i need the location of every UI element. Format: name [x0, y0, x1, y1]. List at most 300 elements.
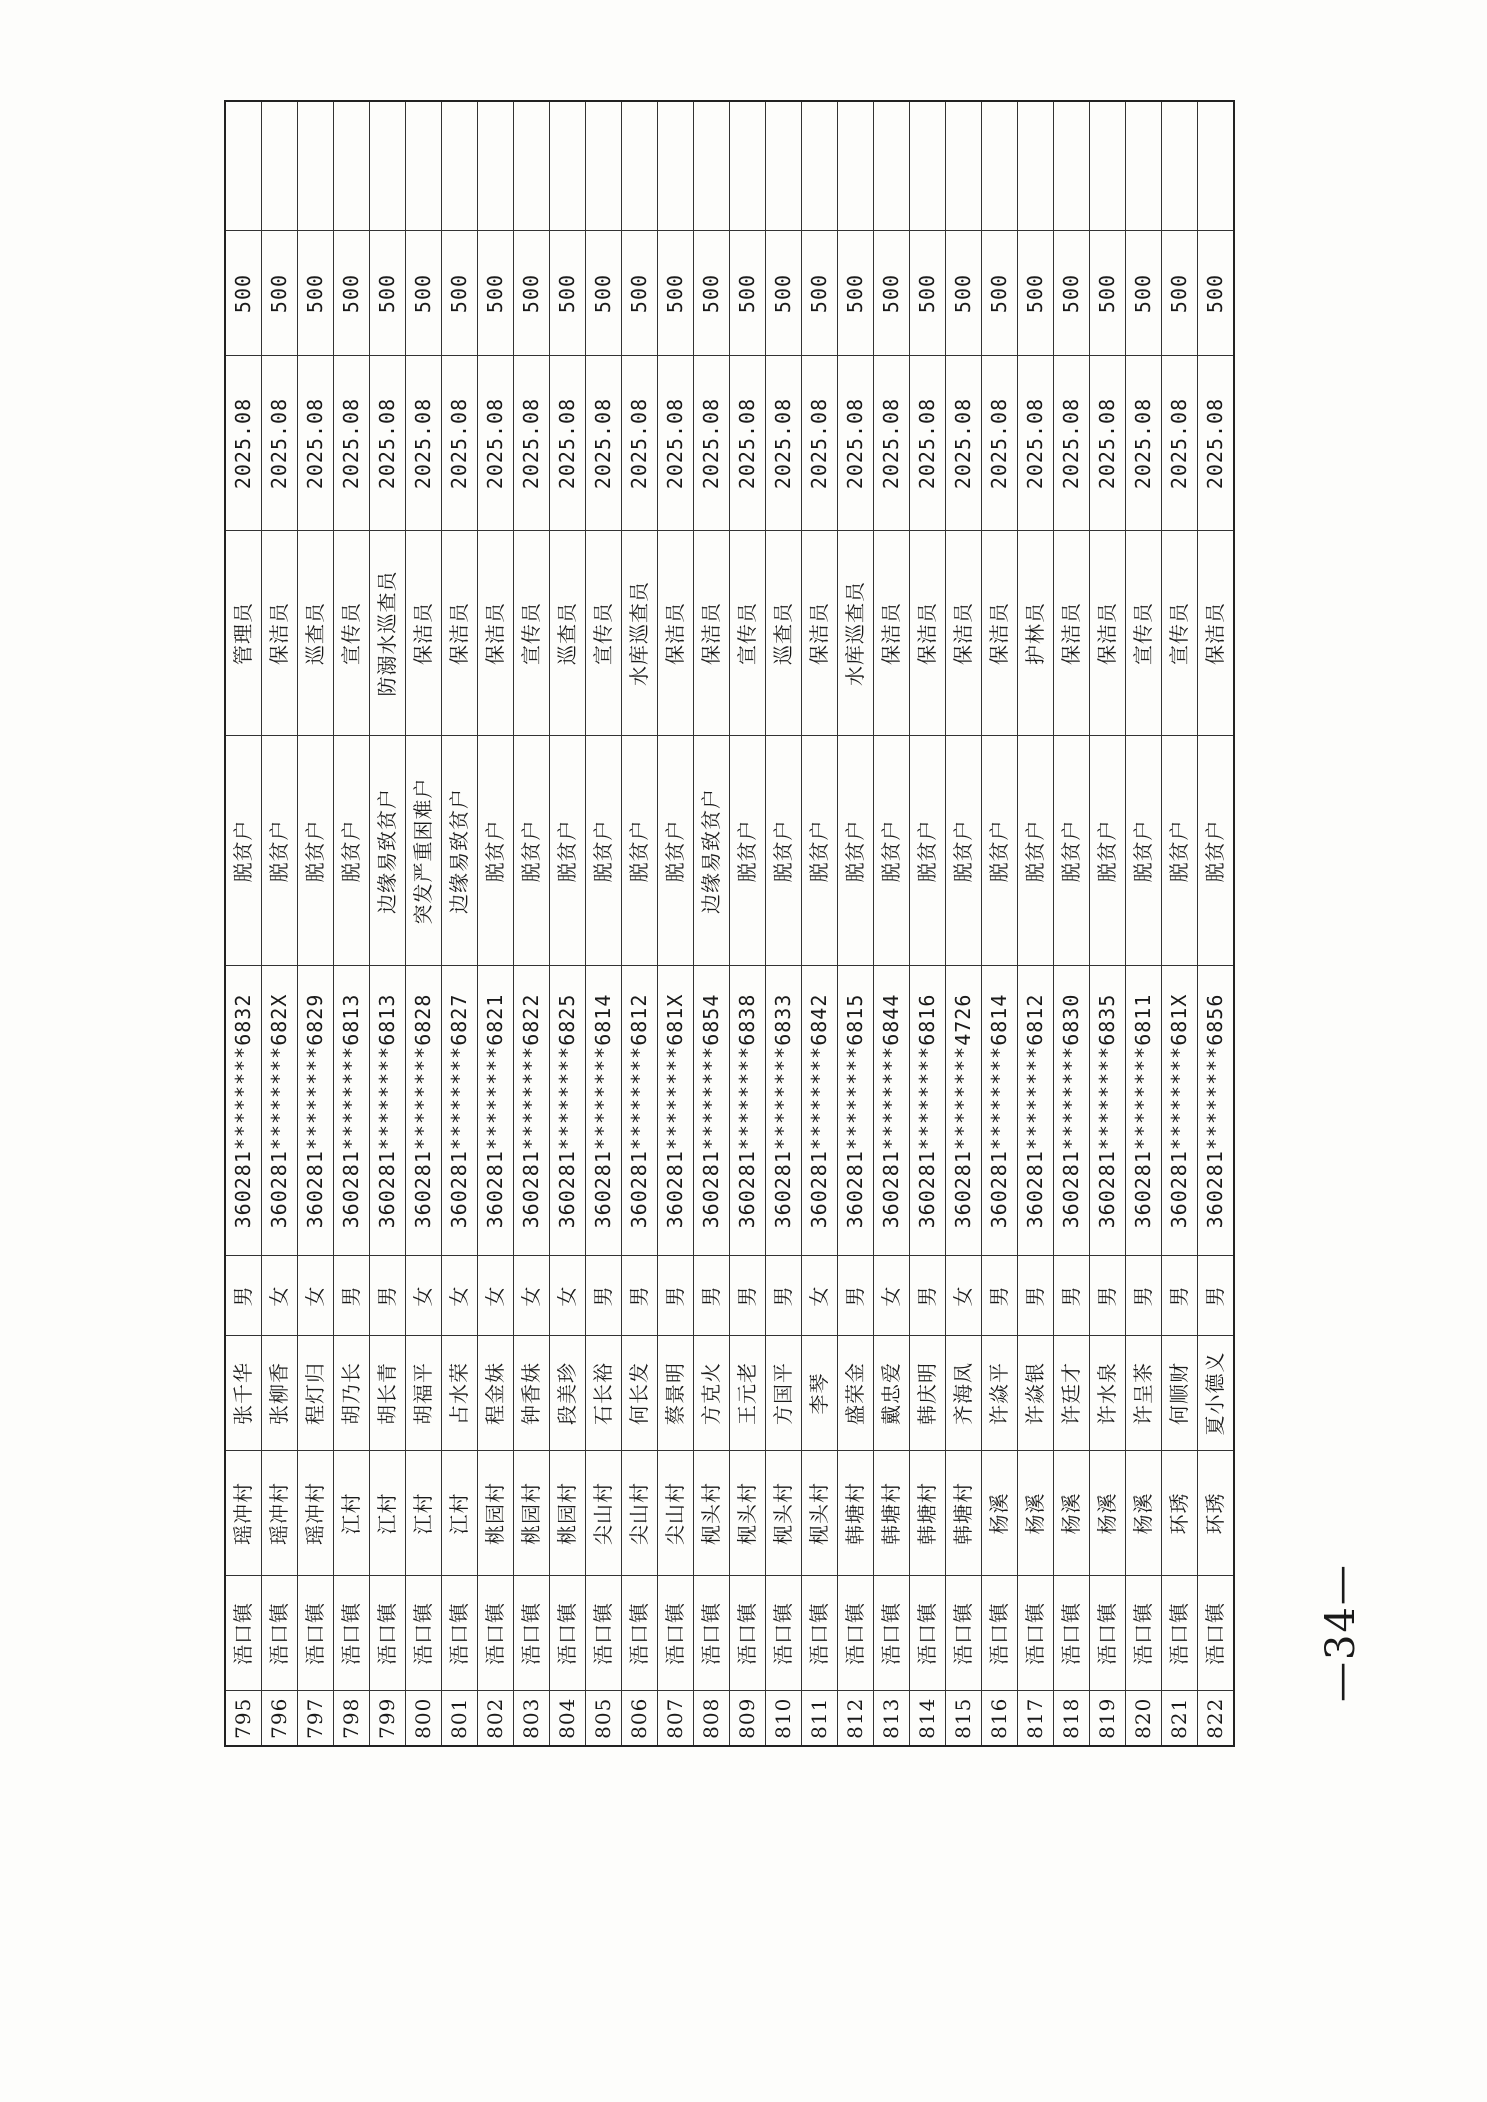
household-category-cell: 脱贫户	[1090, 736, 1126, 966]
id-number-cell: 360281********6814	[982, 966, 1018, 1256]
id-number-cell: 360281********6844	[874, 966, 910, 1256]
roster-table	[224, 100, 1235, 1747]
table-row	[874, 101, 910, 1746]
table-row	[982, 101, 1018, 1746]
pay-period-cell: 2025.08	[838, 356, 874, 531]
amount-cell: 500	[802, 231, 838, 356]
table-row	[910, 101, 946, 1746]
village-cell: 枧头村	[766, 1451, 802, 1576]
town-cell: 浯口镇	[802, 1576, 838, 1691]
village-cell: 韩塘村	[946, 1451, 982, 1576]
job-position-cell: 巡查员	[298, 531, 334, 736]
gender-cell: 女	[298, 1256, 334, 1336]
village-cell: 瑶冲村	[225, 1451, 262, 1576]
amount-cell: 500	[982, 231, 1018, 356]
gender-cell: 男	[838, 1256, 874, 1336]
village-cell: 枧头村	[694, 1451, 730, 1576]
blank-cell-cell	[334, 101, 370, 231]
amount-cell: 500	[298, 231, 334, 356]
village-cell: 杨溪	[1126, 1451, 1162, 1576]
pay-period-cell: 2025.08	[622, 356, 658, 531]
village-cell: 尖山村	[658, 1451, 694, 1576]
amount-cell: 500	[658, 231, 694, 356]
pay-period-cell: 2025.08	[298, 356, 334, 531]
gender-cell: 女	[262, 1256, 298, 1336]
row-number-cell: 802	[478, 1691, 514, 1746]
job-position-cell: 保洁员	[802, 531, 838, 736]
household-category-cell: 脱贫户	[1018, 736, 1054, 966]
row-number-cell: 814	[910, 1691, 946, 1746]
id-number-cell: 360281********6842	[802, 966, 838, 1256]
id-number-cell: 360281********6812	[622, 966, 658, 1256]
household-category-cell: 突发严重困难户	[406, 736, 442, 966]
id-number-cell: 360281********6856	[1198, 966, 1235, 1256]
table-row	[766, 101, 802, 1746]
job-position-cell: 保洁员	[910, 531, 946, 736]
blank-cell-cell	[622, 101, 658, 231]
job-position-cell: 保洁员	[658, 531, 694, 736]
person-name-cell: 齐海凤	[946, 1336, 982, 1451]
row-number-cell: 813	[874, 1691, 910, 1746]
id-number-cell: 360281********6813	[334, 966, 370, 1256]
pay-period-cell: 2025.08	[1090, 356, 1126, 531]
person-name-cell: 蔡景明	[658, 1336, 694, 1451]
row-number-cell: 820	[1126, 1691, 1162, 1746]
village-cell: 瑶冲村	[262, 1451, 298, 1576]
job-position-cell: 保洁员	[442, 531, 478, 736]
gender-cell: 男	[1198, 1256, 1235, 1336]
amount-cell: 500	[622, 231, 658, 356]
blank-cell-cell	[802, 101, 838, 231]
village-cell: 江村	[334, 1451, 370, 1576]
gender-cell: 女	[550, 1256, 586, 1336]
town-cell: 浯口镇	[262, 1576, 298, 1691]
table-row	[838, 101, 874, 1746]
row-number-cell: 797	[298, 1691, 334, 1746]
amount-cell: 500	[1198, 231, 1235, 356]
village-cell: 江村	[442, 1451, 478, 1576]
blank-cell-cell	[766, 101, 802, 231]
person-name-cell: 许水泉	[1090, 1336, 1126, 1451]
table-row	[1018, 101, 1054, 1746]
person-name-cell: 夏小德义	[1198, 1336, 1235, 1451]
pay-period-cell: 2025.08	[586, 356, 622, 531]
gender-cell: 男	[225, 1256, 262, 1336]
row-number-cell: 799	[370, 1691, 406, 1746]
id-number-cell: 360281********6830	[1054, 966, 1090, 1256]
blank-cell-cell	[225, 101, 262, 231]
gender-cell: 男	[982, 1256, 1018, 1336]
amount-cell: 500	[1162, 231, 1198, 356]
gender-cell: 男	[622, 1256, 658, 1336]
table-row	[478, 101, 514, 1746]
household-category-cell: 脱贫户	[1126, 736, 1162, 966]
household-category-cell: 边缘易致贫户	[370, 736, 406, 966]
id-number-cell: 360281********6825	[550, 966, 586, 1256]
gender-cell: 女	[802, 1256, 838, 1336]
job-position-cell: 保洁员	[946, 531, 982, 736]
row-number-cell: 808	[694, 1691, 730, 1746]
gender-cell: 男	[766, 1256, 802, 1336]
blank-cell-cell	[1054, 101, 1090, 231]
town-cell: 浯口镇	[838, 1576, 874, 1691]
household-category-cell: 脱贫户	[802, 736, 838, 966]
amount-cell: 500	[550, 231, 586, 356]
town-cell: 浯口镇	[514, 1576, 550, 1691]
blank-cell-cell	[946, 101, 982, 231]
household-category-cell: 脱贫户	[550, 736, 586, 966]
town-cell: 浯口镇	[1018, 1576, 1054, 1691]
town-cell: 浯口镇	[982, 1576, 1018, 1691]
table-row	[262, 101, 298, 1746]
id-number-cell: 360281********6838	[730, 966, 766, 1256]
job-position-cell: 保洁员	[982, 531, 1018, 736]
person-name-cell: 韩庆明	[910, 1336, 946, 1451]
village-cell: 杨溪	[1090, 1451, 1126, 1576]
amount-cell: 500	[946, 231, 982, 356]
row-number-cell: 812	[838, 1691, 874, 1746]
gender-cell: 女	[442, 1256, 478, 1336]
amount-cell: 500	[262, 231, 298, 356]
blank-cell-cell	[658, 101, 694, 231]
pay-period-cell: 2025.08	[1198, 356, 1235, 531]
blank-cell-cell	[1198, 101, 1235, 231]
pay-period-cell: 2025.08	[514, 356, 550, 531]
pay-period-cell: 2025.08	[766, 356, 802, 531]
household-category-cell: 脱贫户	[658, 736, 694, 966]
pay-period-cell: 2025.08	[1126, 356, 1162, 531]
town-cell: 浯口镇	[1162, 1576, 1198, 1691]
blank-cell-cell	[550, 101, 586, 231]
village-cell: 韩塘村	[874, 1451, 910, 1576]
amount-cell: 500	[334, 231, 370, 356]
job-position-cell: 宣传员	[1126, 531, 1162, 736]
job-position-cell: 保洁员	[406, 531, 442, 736]
table-row	[1126, 101, 1162, 1746]
blank-cell-cell	[1162, 101, 1198, 231]
person-name-cell: 许廷才	[1054, 1336, 1090, 1451]
gender-cell: 男	[1018, 1256, 1054, 1336]
table-row	[694, 101, 730, 1746]
amount-cell: 500	[1126, 231, 1162, 356]
amount-cell: 500	[370, 231, 406, 356]
job-position-cell: 宣传员	[514, 531, 550, 736]
pay-period-cell: 2025.08	[1054, 356, 1090, 531]
pay-period-cell: 2025.08	[225, 356, 262, 531]
amount-cell: 500	[514, 231, 550, 356]
village-cell: 枧头村	[730, 1451, 766, 1576]
job-position-cell: 宣传员	[586, 531, 622, 736]
village-cell: 瑶冲村	[298, 1451, 334, 1576]
household-category-cell: 脱贫户	[262, 736, 298, 966]
amount-cell: 500	[225, 231, 262, 356]
id-number-cell: 360281********6828	[406, 966, 442, 1256]
village-cell: 杨溪	[1018, 1451, 1054, 1576]
job-position-cell: 水库巡查员	[622, 531, 658, 736]
person-name-cell: 盛荣金	[838, 1336, 874, 1451]
table-row	[514, 101, 550, 1746]
person-name-cell: 钟香妹	[514, 1336, 550, 1451]
amount-cell: 500	[478, 231, 514, 356]
job-position-cell: 宣传员	[730, 531, 766, 736]
id-number-cell: 360281********6814	[586, 966, 622, 1256]
table-row	[1162, 101, 1198, 1746]
job-position-cell: 巡查员	[550, 531, 586, 736]
person-name-cell: 许焱平	[982, 1336, 1018, 1451]
gender-cell: 女	[406, 1256, 442, 1336]
blank-cell-cell	[1126, 101, 1162, 231]
table-row	[370, 101, 406, 1746]
amount-cell: 500	[1018, 231, 1054, 356]
row-number-cell: 800	[406, 1691, 442, 1746]
gender-cell: 男	[658, 1256, 694, 1336]
town-cell: 浯口镇	[406, 1576, 442, 1691]
pay-period-cell: 2025.08	[550, 356, 586, 531]
row-number-cell: 801	[442, 1691, 478, 1746]
row-number-cell: 811	[802, 1691, 838, 1746]
blank-cell-cell	[838, 101, 874, 231]
amount-cell: 500	[442, 231, 478, 356]
blank-cell-cell	[586, 101, 622, 231]
gender-cell: 男	[694, 1256, 730, 1336]
household-category-cell: 脱贫户	[622, 736, 658, 966]
amount-cell: 500	[730, 231, 766, 356]
household-category-cell: 脱贫户	[766, 736, 802, 966]
blank-cell-cell	[730, 101, 766, 231]
id-number-cell: 360281********681X	[1162, 966, 1198, 1256]
id-number-cell: 360281********6815	[838, 966, 874, 1256]
household-category-cell: 脱贫户	[1054, 736, 1090, 966]
blank-cell-cell	[442, 101, 478, 231]
id-number-cell: 360281********6813	[370, 966, 406, 1256]
person-name-cell: 程金妹	[478, 1336, 514, 1451]
town-cell: 浯口镇	[946, 1576, 982, 1691]
table-row	[334, 101, 370, 1746]
village-cell: 尖山村	[586, 1451, 622, 1576]
person-name-cell: 占水荣	[442, 1336, 478, 1451]
amount-cell: 500	[838, 231, 874, 356]
id-number-cell: 360281********6822	[514, 966, 550, 1256]
household-category-cell: 脱贫户	[298, 736, 334, 966]
id-number-cell: 360281********4726	[946, 966, 982, 1256]
table-row	[586, 101, 622, 1746]
page-number: —34—	[1318, 1563, 1364, 1702]
table-row	[225, 101, 262, 1746]
job-position-cell: 保洁员	[262, 531, 298, 736]
person-name-cell: 何长发	[622, 1336, 658, 1451]
gender-cell: 女	[478, 1256, 514, 1336]
person-name-cell: 程灯归	[298, 1336, 334, 1451]
household-category-cell: 脱贫户	[730, 736, 766, 966]
town-cell: 浯口镇	[370, 1576, 406, 1691]
job-position-cell: 宣传员	[1162, 531, 1198, 736]
job-position-cell: 保洁员	[1090, 531, 1126, 736]
village-cell: 桃园村	[478, 1451, 514, 1576]
row-number-cell: 805	[586, 1691, 622, 1746]
row-number-cell: 816	[982, 1691, 1018, 1746]
gender-cell: 男	[1162, 1256, 1198, 1336]
amount-cell: 500	[766, 231, 802, 356]
job-position-cell: 水库巡查员	[838, 531, 874, 736]
row-number-cell: 804	[550, 1691, 586, 1746]
household-category-cell: 脱贫户	[838, 736, 874, 966]
person-name-cell: 张柳香	[262, 1336, 298, 1451]
village-cell: 江村	[370, 1451, 406, 1576]
gender-cell: 男	[1054, 1256, 1090, 1336]
town-cell: 浯口镇	[442, 1576, 478, 1691]
pay-period-cell: 2025.08	[946, 356, 982, 531]
town-cell: 浯口镇	[550, 1576, 586, 1691]
table-row	[802, 101, 838, 1746]
household-category-cell: 脱贫户	[514, 736, 550, 966]
job-position-cell: 巡查员	[766, 531, 802, 736]
job-position-cell: 护林员	[1018, 531, 1054, 736]
job-position-cell: 保洁员	[874, 531, 910, 736]
table-row	[730, 101, 766, 1746]
id-number-cell: 360281********6821	[478, 966, 514, 1256]
table-row	[1054, 101, 1090, 1746]
pay-period-cell: 2025.08	[1018, 356, 1054, 531]
village-cell: 枧头村	[802, 1451, 838, 1576]
gender-cell: 女	[946, 1256, 982, 1336]
gender-cell: 男	[334, 1256, 370, 1336]
id-number-cell: 360281********6833	[766, 966, 802, 1256]
household-category-cell: 脱贫户	[946, 736, 982, 966]
row-number-cell: 796	[262, 1691, 298, 1746]
village-cell: 桃园村	[514, 1451, 550, 1576]
roster-body	[225, 101, 1234, 1746]
table-row	[550, 101, 586, 1746]
town-cell: 浯口镇	[694, 1576, 730, 1691]
row-number-cell: 798	[334, 1691, 370, 1746]
amount-cell: 500	[1054, 231, 1090, 356]
row-number-cell: 806	[622, 1691, 658, 1746]
table-row	[658, 101, 694, 1746]
id-number-cell: 360281********6811	[1126, 966, 1162, 1256]
pay-period-cell: 2025.08	[802, 356, 838, 531]
gender-cell: 男	[730, 1256, 766, 1336]
pay-period-cell: 2025.08	[874, 356, 910, 531]
blank-cell-cell	[910, 101, 946, 231]
table-row	[298, 101, 334, 1746]
pay-period-cell: 2025.08	[406, 356, 442, 531]
job-position-cell: 保洁员	[694, 531, 730, 736]
table-row	[1198, 101, 1235, 1746]
household-category-cell: 脱贫户	[982, 736, 1018, 966]
town-cell: 浯口镇	[766, 1576, 802, 1691]
person-name-cell: 胡福平	[406, 1336, 442, 1451]
person-name-cell: 李琴	[802, 1336, 838, 1451]
town-cell: 浯口镇	[622, 1576, 658, 1691]
person-name-cell: 方国平	[766, 1336, 802, 1451]
gender-cell: 女	[874, 1256, 910, 1336]
blank-cell-cell	[262, 101, 298, 231]
pay-period-cell: 2025.08	[658, 356, 694, 531]
row-number-cell: 817	[1018, 1691, 1054, 1746]
job-position-cell: 宣传员	[334, 531, 370, 736]
pay-period-cell: 2025.08	[262, 356, 298, 531]
town-cell: 浯口镇	[910, 1576, 946, 1691]
pay-period-cell: 2025.08	[982, 356, 1018, 531]
row-number-cell: 815	[946, 1691, 982, 1746]
village-cell: 桃园村	[550, 1451, 586, 1576]
town-cell: 浯口镇	[586, 1576, 622, 1691]
amount-cell: 500	[910, 231, 946, 356]
person-name-cell: 胡乃长	[334, 1336, 370, 1451]
row-number-cell: 807	[658, 1691, 694, 1746]
village-cell: 杨溪	[1054, 1451, 1090, 1576]
pay-period-cell: 2025.08	[478, 356, 514, 531]
town-cell: 浯口镇	[334, 1576, 370, 1691]
job-position-cell: 管理员	[225, 531, 262, 736]
amount-cell: 500	[694, 231, 730, 356]
person-name-cell: 何顺财	[1162, 1336, 1198, 1451]
person-name-cell: 王元老	[730, 1336, 766, 1451]
row-number-cell: 821	[1162, 1691, 1198, 1746]
household-category-cell: 脱贫户	[225, 736, 262, 966]
job-position-cell: 保洁员	[1198, 531, 1235, 736]
town-cell: 浯口镇	[478, 1576, 514, 1691]
row-number-cell: 819	[1090, 1691, 1126, 1746]
pay-period-cell: 2025.08	[910, 356, 946, 531]
blank-cell-cell	[1018, 101, 1054, 231]
id-number-cell: 360281********6832	[225, 966, 262, 1256]
town-cell: 浯口镇	[658, 1576, 694, 1691]
id-number-cell: 360281********6816	[910, 966, 946, 1256]
gender-cell: 男	[370, 1256, 406, 1336]
row-number-cell: 803	[514, 1691, 550, 1746]
blank-cell-cell	[370, 101, 406, 231]
pay-period-cell: 2025.08	[442, 356, 478, 531]
household-category-cell: 脱贫户	[1162, 736, 1198, 966]
id-number-cell: 360281********6829	[298, 966, 334, 1256]
gender-cell: 男	[1090, 1256, 1126, 1336]
amount-cell: 500	[406, 231, 442, 356]
village-cell: 杨溪	[982, 1451, 1018, 1576]
row-number-cell: 810	[766, 1691, 802, 1746]
row-number-cell: 818	[1054, 1691, 1090, 1746]
job-position-cell: 防溺水巡查员	[370, 531, 406, 736]
household-category-cell: 脱贫户	[334, 736, 370, 966]
household-category-cell: 边缘易致贫户	[694, 736, 730, 966]
id-number-cell: 360281********6835	[1090, 966, 1126, 1256]
household-category-cell: 脱贫户	[874, 736, 910, 966]
household-category-cell: 脱贫户	[1198, 736, 1235, 966]
village-cell: 尖山村	[622, 1451, 658, 1576]
person-name-cell: 许焱银	[1018, 1336, 1054, 1451]
id-number-cell: 360281********681X	[658, 966, 694, 1256]
town-cell: 浯口镇	[225, 1576, 262, 1691]
blank-cell-cell	[1090, 101, 1126, 231]
table-row	[1090, 101, 1126, 1746]
id-number-cell: 360281********6854	[694, 966, 730, 1256]
blank-cell-cell	[298, 101, 334, 231]
table-row	[622, 101, 658, 1746]
person-name-cell: 方克火	[694, 1336, 730, 1451]
blank-cell-cell	[982, 101, 1018, 231]
id-number-cell: 360281********6812	[1018, 966, 1054, 1256]
person-name-cell: 许呈茶	[1126, 1336, 1162, 1451]
town-cell: 浯口镇	[1198, 1576, 1235, 1691]
town-cell: 浯口镇	[1054, 1576, 1090, 1691]
household-category-cell: 脱贫户	[478, 736, 514, 966]
pay-period-cell: 2025.08	[1162, 356, 1198, 531]
person-name-cell: 胡长青	[370, 1336, 406, 1451]
household-category-cell: 脱贫户	[910, 736, 946, 966]
row-number-cell: 795	[225, 1691, 262, 1746]
household-category-cell: 脱贫户	[586, 736, 622, 966]
village-cell: 江村	[406, 1451, 442, 1576]
